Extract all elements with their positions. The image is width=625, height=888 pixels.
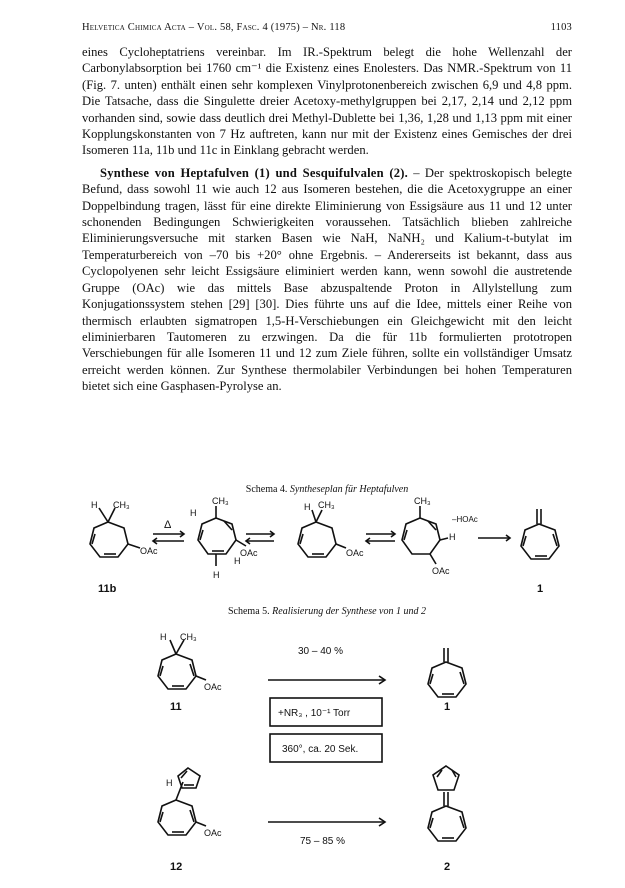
ring-compound-11 [158,654,196,689]
scheme-5-figure [0,620,625,886]
ring-11b [90,522,128,557]
scheme-4-caption: Schema 4. Syntheseplan für Heptafulven [245,484,409,495]
condition-base-pressure: +NR₃ , 10⁻¹ Torr [278,708,351,719]
running-header [82,22,572,38]
ring-product-1 [428,662,466,697]
ring-intermediate-1 [198,518,236,554]
label-ch3: CH₃ [113,500,130,510]
paragraph-synthesis-text: – Der spektroskopisch belegte Befund, dass sowohl 11 wie auch 12 aus Isomeren bestehen, die die Acetoxygruppe an einer Doppelbindung tragen, lässt für eine direkte Eliminierung von Essigsäure aus 11 und 12 unter schonenden Bedingungen Schwierigkeiten voraussehen. Tatsächlich blieben zahlreiche Eliminierungsversuche mit starken Basen wie NaH, NaNH₂ und Kalium-t-butylat im Temperaturbereich von –70 bis +20° ohne Ergebnis. – Andererseits ist bekannt, dass aus Cyclopolyenen sehr leicht Essigsäure eliminiert werden kann, wenn sowohl die austretende Gruppe (OAc) wie das mittels Base abzuspaltende Proton in Allylstellung zum Konjugationssystem stehen [29] [30]. Dies führte uns auf die Idee, mittels einer Reihe von thermisch erlaubten sigmatropen 1,5-H-Verschiebungen ein Gleichgewicht mit den leicht eliminierbaren Tautomeren zu erzwingen. Da die für 11b formulierten prototropen Verschiebungen für alle Isomeren 11 und 12 zum Ziele führen, sollte ein vollständiger Umsatz erreicht werden können. Zur Synthese thermolabiler Verbindungen bei hohen Temperaturen bietet sich eine Gasphasen-Pyrolyse an. [82,165,572,394]
yield-top: 30 – 40 % [298,646,344,657]
svg-text:CH₃: CH₃ [212,496,229,506]
ring-product-2-five [433,766,459,790]
paragraph-nmr-analysis: eines Cycloheptatriens vereinbar. Im IR.-Spektrum belegt die hohe Wellenzahl der Carbonylabsorption bei 1760 cm⁻¹ die Existenz eines Enolesters. Das NMR.-Spektrum von 11 (Fig. 7. unten) enthält einen sehr komplexen Vinylprotonenbereich zwischen 6,9 und 4,8 ppm. Die Tatsache, dass die Singulette dreier Acetoxy-methylgruppen bei 2,17, 2,14 und 2,12 ppm vorhanden sind, sowie dass deutlich drei Methyl-Dublette bei 1,36, 1,28 und 1,13 ppm mit einer Kopplungskonstanten von 7 Hz auftreten, kann nur mit der Existenz eines Gemisches der drei Isomeren 11a, 11b und 11c in Einklang gebracht werden. [82,45,572,158]
scheme-5-caption: Schema 5. Realisierung der Synthese von 1 und 2 [227,606,426,617]
yield-bottom: 75 – 85 % [300,836,346,847]
label-hoac: –HOAc [452,515,478,524]
compound-label-2: 2 [444,861,451,873]
svg-text:OAc: OAc [432,566,450,576]
label-delta: Δ [164,519,172,531]
scheme-4-figure [0,494,625,604]
compound-label-11: 11 [170,701,182,713]
ring-compound-12 [158,800,196,835]
compound-label-1: 1 [444,701,451,713]
condition-temperature-time: 360°, ca. 20 Sek. [282,744,359,755]
label-h: H [91,500,98,510]
label-h: H [160,632,167,642]
ring-product-1 [521,524,559,559]
compound-label-1: 1 [537,583,544,595]
ring-intermediate-2 [298,522,336,557]
svg-text:H: H [304,502,311,512]
svg-text:H: H [234,556,241,566]
compound-label-12: 12 [170,861,183,873]
label-oac: OAc [140,546,158,556]
label-oac-11: OAc [204,682,222,692]
ring-intermediate-3 [402,518,440,554]
article-body [82,44,572,395]
journal-citation: Helvetica Chimica Acta – Vol. 58, Fasc. 4 (1975) – Nr. 118 [82,22,346,33]
svg-text:OAc: OAc [346,548,364,558]
svg-text:OAc: OAc [240,548,258,558]
svg-text:CH₃: CH₃ [414,496,431,506]
ring-product-2-seven [428,806,466,841]
svg-text:H: H [213,570,220,580]
svg-text:CH₃: CH₃ [318,500,335,510]
label-ch3: CH₃ [180,632,197,642]
page-number: 1103 [550,22,572,33]
compound-label-11b: 11b [98,583,117,595]
svg-text:H: H [449,532,456,542]
svg-text:H: H [190,508,197,518]
svg-text:H: H [166,778,173,788]
paragraph-synthesis [82,165,572,395]
section-heading: Synthese von Heptafulven (1) und Sesquifulvalen (2). [100,165,408,180]
label-oac-12: OAc [204,828,222,838]
